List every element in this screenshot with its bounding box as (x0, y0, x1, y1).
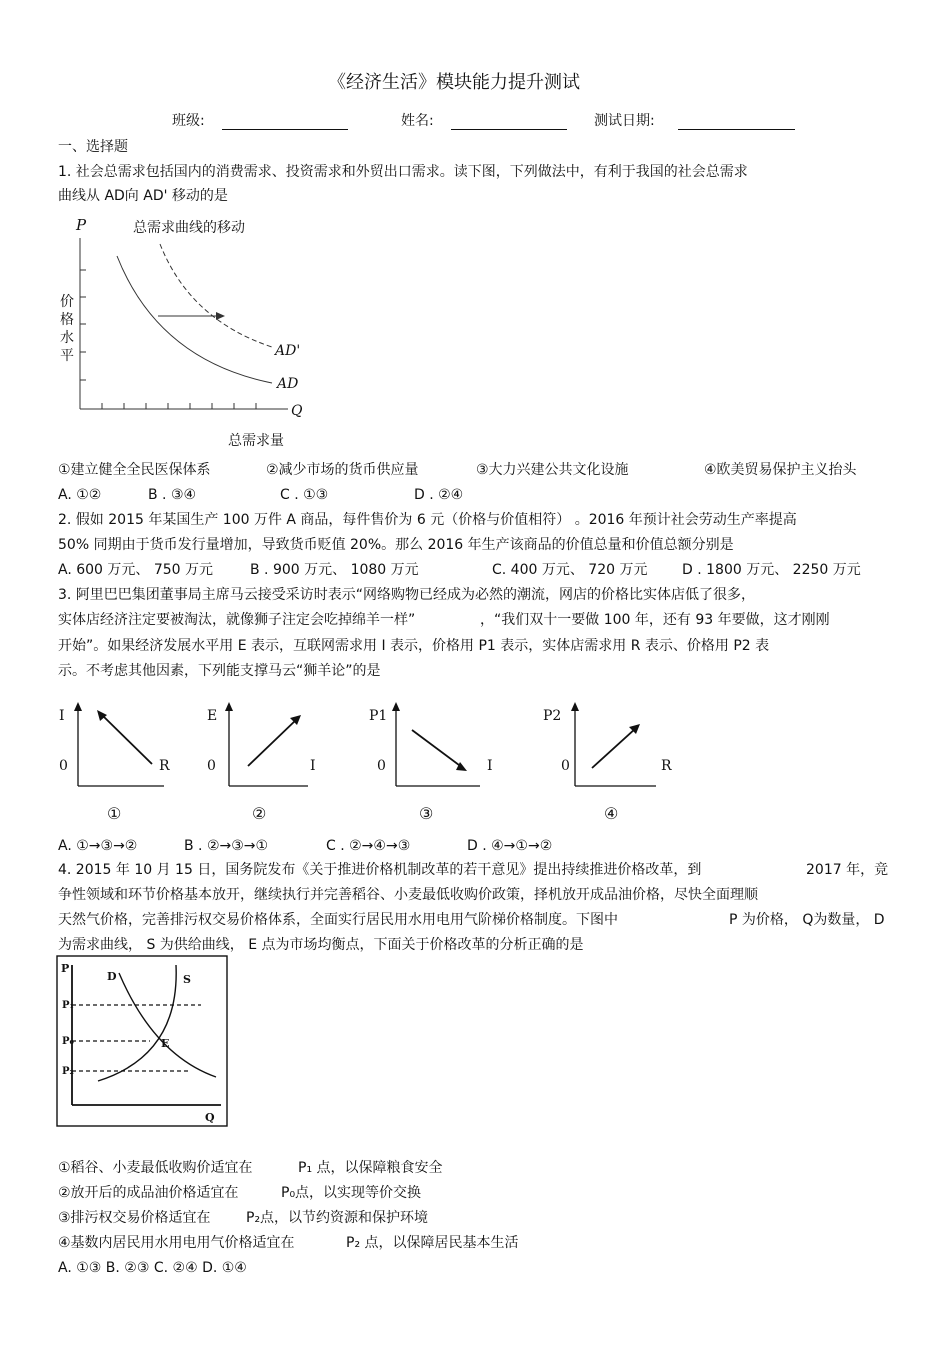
q4-option-4: ④基数内居民用水用电用气价格适宜在 (58, 1235, 295, 1251)
q3-line1: 3. 阿里巴巴集团董事局主席马云接受采访时表示“网络购物已经成为必然的潮流，网店的价格比实体店低了很多， (58, 587, 756, 603)
q3-graph-1 (56, 700, 186, 825)
q1-label-ad: AD (277, 376, 299, 392)
q3-line4: 示。不考虑其他因素，下列能支撑马云“狮羊论”的是 (58, 663, 381, 679)
q3-answer-a[interactable]: A. ①→③→② (58, 838, 138, 854)
q2-answer-c[interactable]: C. 400 万元、 720 万元 (492, 562, 648, 578)
q1-ad-shift-graph (40, 210, 320, 460)
q3-g1-origin: 0 (59, 758, 68, 774)
q1-x-axis-label: Q (291, 403, 303, 419)
q3-g2-x-label: I (310, 758, 316, 774)
q3-g1-arrow-line (101, 714, 152, 764)
q3-g2-number: ② (252, 804, 267, 823)
q3-line2b: ，“我们双十一要做 100 年，还有 93 年要做，这才刚刚 (480, 612, 830, 628)
q4-label-s: S (183, 973, 191, 986)
q2-answer-b[interactable]: B . 900 万元、 1080 万元 (250, 562, 419, 578)
q1-line1: 1. 社会总需求包括国内的消费需求、投资需求和外贸出口需求。读下图，下列做法中，有利于我国的社会总需求 (58, 164, 748, 180)
q3-g4-y-label: P2 (543, 708, 562, 724)
q4-label-p1: P₁ (62, 1000, 74, 1011)
q3-g3-origin: 0 (377, 758, 386, 774)
q1-y-ticks (80, 270, 86, 380)
q1-answer-a[interactable]: A. ①② (58, 487, 102, 503)
q3-g4-arrow-line (592, 728, 636, 768)
q1-ylabel-1: 价 (60, 294, 74, 310)
q4-option-3-tail: P₂点，以节约资源和保护环境 (246, 1210, 429, 1226)
q1-answer-c[interactable]: C . ①③ (280, 487, 329, 503)
q3-g3-y-label: P1 (369, 708, 388, 724)
q1-option-3: ③大力兴建公共文化设施 (476, 462, 629, 478)
q1-label-ad-prime: AD' (275, 343, 301, 359)
q1-x-ticks (102, 403, 256, 409)
page-title: 《经济生活》模块能力提升测试 (328, 72, 580, 93)
q3-g4-number: ④ (604, 804, 619, 823)
q1-ylabel-3: 水 (60, 330, 74, 346)
q1-shift-arrowhead (216, 312, 225, 320)
q1-ylabel-4: 平 (60, 348, 74, 364)
q4-supply-demand-graph (56, 955, 231, 1130)
q4-label-p2: P₂ (62, 1066, 74, 1077)
q4-label-e: E (161, 1037, 170, 1050)
section-heading: 一、选择题 (58, 139, 128, 155)
q4-option-1-tail: P₁ 点，以保障粮食安全 (298, 1160, 443, 1176)
q4-option-1: ①稻谷、小麦最低收购价适宜在 (58, 1160, 253, 1176)
q3-graph-4 (540, 700, 680, 825)
q3-g1-number: ① (107, 804, 122, 823)
q4-line2: 争性领域和环节价格基本放开，继续执行并完善稻谷、小麦最低收购价政策，择机放开成品油价格，尽快全面理顺 (58, 887, 758, 903)
q3-graph-2 (204, 700, 334, 825)
q1-line2: 曲线从 AD向 AD' 移动的是 (58, 188, 228, 204)
q3-g1-y-label: I (59, 708, 65, 724)
q4-line1b: 2017 年，竞 (806, 862, 889, 878)
q4-label-d: D (107, 970, 117, 983)
q4-demand-curve (119, 973, 216, 1077)
q4-line1a: 4. 2015 年 10 月 15 日，国务院发布《关于推进价格机制改革的若干意见》提出持续推进价格改革，到 (58, 862, 702, 878)
q4-option-3: ③排污权交易价格适宜在 (58, 1210, 211, 1226)
q1-curve-ad-prime (160, 244, 272, 347)
q3-answer-c[interactable]: C . ②→④→③ (326, 838, 411, 854)
q4-p-axis-label: P (61, 962, 70, 975)
q3-g1-x-label: R (159, 758, 170, 774)
q4-option-4-tail: P₂ 点，以保障居民基本生活 (346, 1235, 519, 1251)
q1-answer-b[interactable]: B . ③④ (148, 487, 197, 503)
q3-g3-arrow-line (412, 730, 463, 768)
q2-line1: 2. 假如 2015 年某国生产 100 万件 A 商品，每件售价为 6 元（价格与价值相符） 。2016 年预计社会劳动生产率提高 (58, 512, 797, 528)
q3-line2a: 实体店经济注定要被淘汰，就像狮子注定会吃掉绵羊一样” (58, 612, 416, 628)
q1-option-4: ④欧美贸易保护主义抬头 (704, 462, 857, 478)
q2-line2: 50% 同期由于货币发行量增加，导致货币贬值 20%。那么 2016 年生产该商品的价值总量和价值总额分别是 (58, 537, 734, 553)
name-label: 姓名: (401, 113, 434, 129)
q3-line3: 开始”。如果经济发展水平用 E 表示，互联网需求用 I 表示，价格用 P1 表示，实体店需求用 R 表示、价格用 P2 表 (58, 638, 770, 654)
q3-g3-number: ③ (419, 804, 434, 823)
q1-y-axis-label: P (76, 216, 87, 234)
q4-q-axis-label: Q (205, 1111, 215, 1124)
q1-ylabel-2: 格 (60, 312, 74, 328)
q1-option-1: ①建立健全全民医保体系 (58, 462, 211, 478)
q4-option-2-tail: P₀点，以实现等价交换 (281, 1185, 422, 1201)
q3-g2-y-label: E (207, 708, 218, 724)
q3-g4-origin: 0 (561, 758, 570, 774)
q3-g4-x-label: R (661, 758, 672, 774)
q3-g2-origin: 0 (207, 758, 216, 774)
date-label: 测试日期: (594, 113, 655, 129)
q1-xlabel: 总需求量 (228, 433, 284, 449)
q3-g3-x-label: I (487, 758, 493, 774)
q3-answer-d[interactable]: D . ④→①→② (467, 838, 553, 854)
class-label: 班级: (172, 113, 205, 129)
name-field[interactable] (451, 129, 567, 130)
q4-answers[interactable]: A. ①③ B. ②③ C. ②④ D. ①④ (58, 1260, 247, 1276)
q3-answer-b[interactable]: B . ②→③→① (184, 838, 269, 854)
q4-line4: 为需求曲线， S 为供给曲线， E 点为市场均衡点，下面关于价格改革的分析正确的是 (58, 937, 584, 953)
q4-line3b: P 为价格， Q为数量， D (729, 912, 885, 928)
q3-graph-3 (366, 700, 506, 825)
q1-answer-d[interactable]: D . ②④ (414, 487, 464, 503)
q1-curve-ad (117, 256, 272, 383)
q3-g2-arrow-line (248, 719, 297, 766)
q4-option-2: ②放开后的成品油价格适宜在 (58, 1185, 239, 1201)
q1-option-2: ②减少市场的货币供应量 (266, 462, 419, 478)
q4-label-p0: P₀ (62, 1036, 74, 1047)
q2-answer-a[interactable]: A. 600 万元、 750 万元 (58, 562, 214, 578)
q1-graph-title: 总需求曲线的移动 (133, 220, 245, 236)
q4-line3a: 天然气价格，完善排污权交易价格体系，全面实行居民用水用电用气阶梯价格制度。下图中 (58, 912, 618, 928)
class-field[interactable] (222, 129, 348, 130)
q2-answer-d[interactable]: D . 1800 万元、 2250 万元 (682, 562, 861, 578)
date-field[interactable] (678, 129, 795, 130)
